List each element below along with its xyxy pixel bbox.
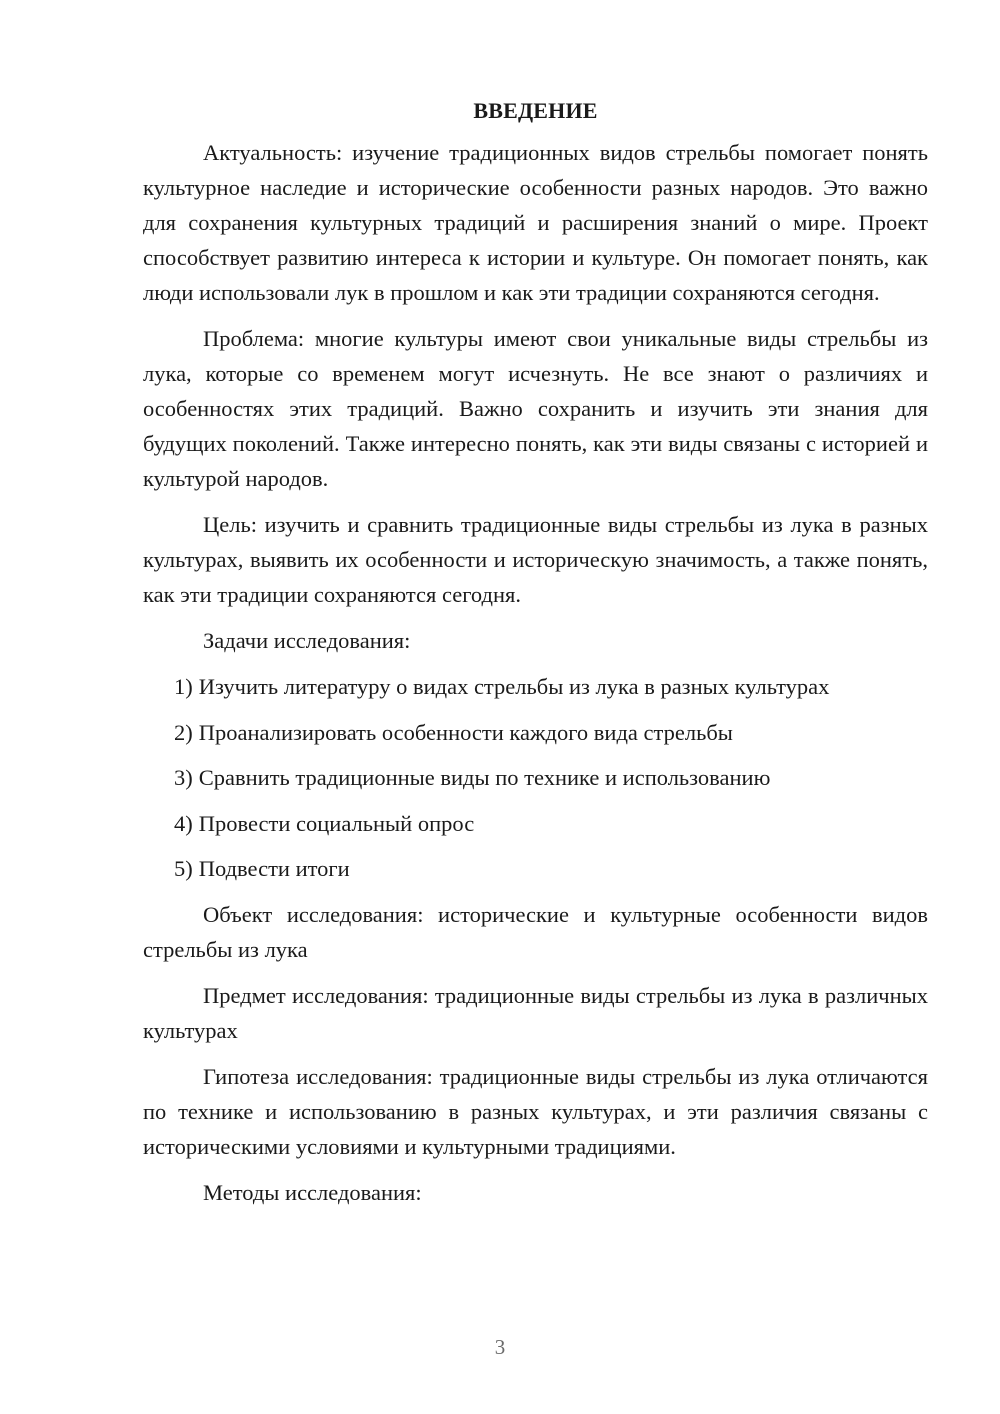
list-item-number: 4) <box>174 810 193 836</box>
paragraph-object: Объект исследования: исторические и культурные особенности видов стрельбы из лука <box>143 901 928 962</box>
paragraph-goal: Цель: изучить и сравнить традиционные виды стрельбы из лука в разных культурах, выявить их особенности и историческую значимость, а также понять, как эти традиции сохраняются сегодня. <box>143 512 928 607</box>
list-item-number: 3) <box>174 765 193 790</box>
page-number: 3 <box>494 1335 506 1359</box>
paragraph-relevance: Актуальность: изучение традиционных видов стрельбы помогает понять культурное наследие и исторические особенности разных народов. Это важно для сохранения культурных традиций и расширения знаний о мире. Проект способствует развитию интереса к истории и культуре. Он помогает понять, как люди использовали лук в прошлом и как эти традиции сохраняются сегодня. <box>143 140 928 305</box>
list-item-number: 1) <box>174 674 193 699</box>
list-item <box>143 715 928 750</box>
list-item-text: Проанализировать особенности каждого вида стрельбы <box>198 719 733 745</box>
list-item-text: Изучить литературу о видах стрельбы из лука в разных культурах <box>198 674 830 699</box>
list-item-text: Подвести итоги <box>198 856 350 881</box>
paragraph-hypothesis: Гипотеза исследования: традиционные виды стрельбы из лука отличаются по технике и использованию в разных культурах, и эти различия связаны с историческими условиями и культурными традициями. <box>143 1063 928 1159</box>
paragraph-tasks-heading: Задачи исследования: <box>203 628 411 653</box>
list-item <box>143 760 928 795</box>
list-item <box>143 806 928 841</box>
task-list <box>143 669 928 886</box>
list-item-number: 2) <box>174 719 193 745</box>
list-item-number: 5) <box>174 856 193 881</box>
list-item <box>143 669 928 704</box>
list-item <box>143 851 928 886</box>
list-item-text: Провести социальный опрос <box>198 810 475 836</box>
page-content <box>143 93 928 1221</box>
list-item-text: Сравнить традиционные виды по технике и использованию <box>198 765 771 790</box>
paragraph-methods-heading: Методы исследования: <box>203 1179 422 1205</box>
page-title: ВВЕДЕНИЕ <box>473 98 598 123</box>
paragraph-problem: Проблема: многие культуры имеют свои уникальные виды стрельбы из лука, которые со временем могут исчезнуть. Не все знают о различиях и особенностях этих традиций. Важно сохранить и изучить эти знания для будущих поколений. Также интересно понять, как эти виды связаны с историей и культурой народов. <box>143 326 928 491</box>
paragraph-subject: Предмет исследования: традиционные виды стрельбы из лука в различных культурах <box>143 982 928 1043</box>
